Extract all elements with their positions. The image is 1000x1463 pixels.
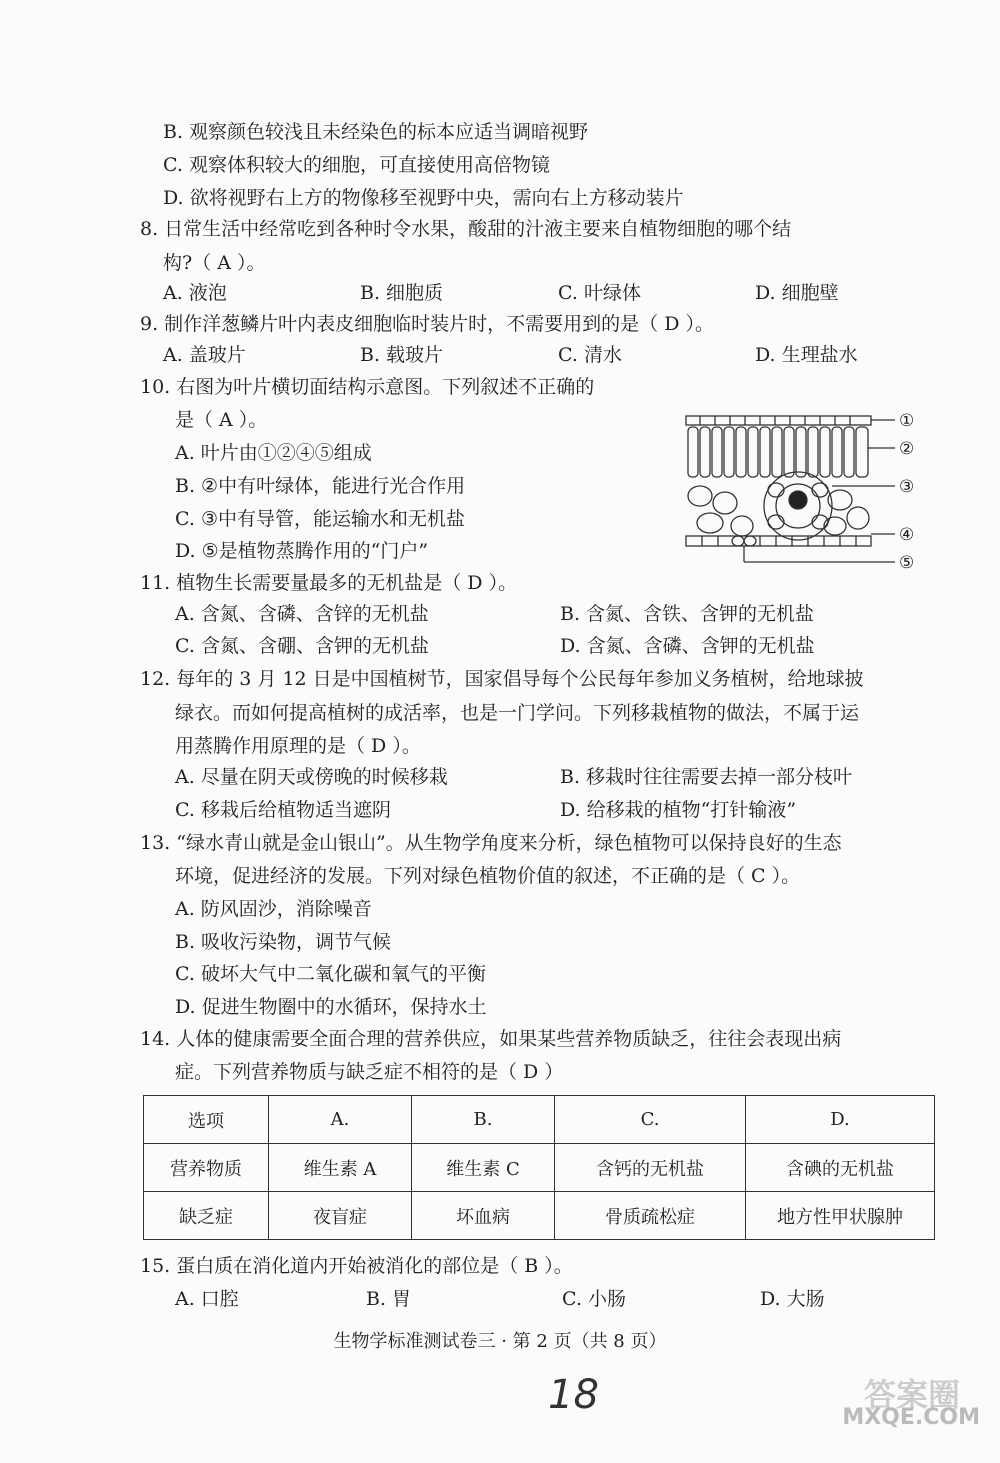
table-cell: A. — [269, 1096, 412, 1144]
q8-stem-cont: 构?（ A ）。 — [163, 252, 266, 274]
q11-option-d: D. 含氮、含磷、含钾的无机盐 — [560, 635, 815, 657]
q8-option-a: A. 液泡 — [163, 282, 227, 304]
q12-option-b: B. 移栽时往往需要去掉一部分枝叶 — [560, 766, 853, 788]
q13-stem: 13. “绿水青山就是金山银山”。从生物学角度来分析，绿色植物可以保持良好的生态 — [140, 832, 842, 854]
handwritten-page-number: 18 — [548, 1372, 599, 1418]
q9-stem: 9. 制作洋葱鳞片叶内表皮细胞临时装片时，不需要用到的是（ D ）。 — [140, 313, 714, 335]
q9-option-c: C. 清水 — [558, 344, 622, 366]
q13-option-a: A. 防风固沙，消除噪音 — [175, 898, 372, 920]
q10-option-c: C. ③中有导管，能运输水和无机盐 — [175, 508, 465, 530]
q11-option-a: A. 含氮、含磷、含锌的无机盐 — [175, 603, 429, 625]
table-cell: 含碘的无机盐 — [746, 1144, 935, 1192]
q7-option-c: C. 观察体积较大的细胞，可直接使用高倍物镜 — [163, 154, 550, 176]
table-cell: 维生素 A — [269, 1144, 412, 1192]
table-cell: 缺乏症 — [144, 1192, 269, 1240]
q15-option-b: B. 胃 — [366, 1288, 412, 1310]
q12-option-d: D. 给移栽的植物“打针输液” — [560, 799, 797, 821]
q12-option-a: A. 尽量在阴天或傍晚的时候移栽 — [175, 766, 448, 788]
q8-option-b: B. 细胞质 — [360, 282, 444, 304]
diagram-label-3: ③ — [899, 477, 915, 497]
table-cell: 含钙的无机盐 — [555, 1144, 746, 1192]
q11-option-c: C. 含氮、含硼、含钾的无机盐 — [175, 635, 429, 657]
q9-option-d: D. 生理盐水 — [755, 344, 858, 366]
watermark: MXQE.COM — [842, 1405, 980, 1430]
q9-option-b: B. 载玻片 — [360, 344, 444, 366]
q15-option-a: A. 口腔 — [175, 1288, 239, 1310]
q10-option-d: D. ⑤是植物蒸腾作用的“门户” — [175, 540, 429, 562]
diagram-label-2: ② — [899, 439, 915, 459]
q12-stem-cont2: 用蒸腾作用原理的是（ D ）。 — [175, 735, 421, 757]
table-cell: 地方性甲状腺肿 — [746, 1192, 935, 1240]
q7-option-b: B. 观察颜色较浅且未经染色的标本应适当调暗视野 — [163, 121, 589, 143]
q14-stem: 14. 人体的健康需要全面合理的营养供应，如果某些营养物质缺乏，往往会表现出病 — [140, 1028, 842, 1050]
q10-option-b: B. ②中有叶绿体，能进行光合作用 — [175, 475, 466, 497]
q12-stem-cont1: 绿衣。而如何提高植树的成活率，也是一门学问。下列移栽植物的做法，不属于运 — [175, 702, 860, 724]
q10-stem: 10. 右图为叶片横切面结构示意图。下列叙述不正确的 — [140, 376, 595, 398]
page-footer: 生物学标准测试卷三 · 第 2 页（共 8 页） — [333, 1331, 667, 1352]
q11-option-b: B. 含氮、含铁、含钾的无机盐 — [560, 603, 815, 625]
table-cell: C. — [555, 1096, 746, 1144]
table-cell: 营养物质 — [144, 1144, 269, 1192]
q13-stem-cont: 环境，促进经济的发展。下列对绿色植物价值的叙述，不正确的是（ C ）。 — [175, 865, 801, 887]
q10-stem-cont: 是（ A ）。 — [175, 409, 268, 431]
q13-option-c: C. 破坏大气中二氧化碳和氧气的平衡 — [175, 963, 486, 985]
q14-stem-cont: 症。下列营养物质与缺乏症不相符的是（ D ） — [175, 1061, 564, 1083]
table-cell: B. — [412, 1096, 555, 1144]
table-cell: 坏血病 — [412, 1192, 555, 1240]
q8-option-c: C. 叶绿体 — [558, 282, 641, 304]
q12-stem: 12. 每年的 3 月 12 日是中国植树节，国家倡导每个公民每年参加义务植树，给地球披 — [140, 668, 864, 690]
table-row — [144, 1096, 935, 1144]
q15-option-c: C. 小肠 — [562, 1288, 626, 1310]
q13-option-d: D. 促进生物圈中的水循环，保持水土 — [175, 996, 487, 1018]
q13-option-b: B. 吸收污染物，调节气候 — [175, 931, 392, 953]
table-cell: 夜盲症 — [269, 1192, 412, 1240]
q15-stem: 15. 蛋白质在消化道内开始被消化的部位是（ B ）。 — [140, 1255, 573, 1277]
table-cell: 维生素 C — [412, 1144, 555, 1192]
table-row — [144, 1192, 935, 1240]
diagram-label-5: ⑤ — [899, 553, 915, 573]
q7-option-d: D. 欲将视野右上方的物像移至视野中央，需向右上方移动装片 — [163, 187, 684, 209]
q8-stem: 8. 日常生活中经常吃到各种时令水果，酸甜的汁液主要来自植物细胞的哪个结 — [140, 218, 792, 240]
table-row — [144, 1144, 935, 1192]
q10-option-a: A. 叶片由①②④⑤组成 — [175, 442, 372, 464]
q9-option-a: A. 盖玻片 — [163, 344, 246, 366]
q8-option-d: D. 细胞壁 — [755, 282, 839, 304]
q15-option-d: D. 大肠 — [760, 1288, 825, 1310]
leaf-cross-section-diagram — [680, 408, 925, 578]
table-cell: D. — [746, 1096, 935, 1144]
nutrition-table — [143, 1095, 935, 1240]
q12-option-c: C. 移栽后给植物适当遮阴 — [175, 799, 391, 821]
q11-stem: 11. 植物生长需要量最多的无机盐是（ D ）。 — [140, 572, 518, 594]
table-cell: 选项 — [144, 1096, 269, 1144]
diagram-label-1: ① — [899, 411, 915, 431]
watermark-logo: 答案圈 — [863, 1376, 960, 1414]
diagram-label-4: ④ — [899, 525, 915, 545]
table-cell: 骨质疏松症 — [555, 1192, 746, 1240]
